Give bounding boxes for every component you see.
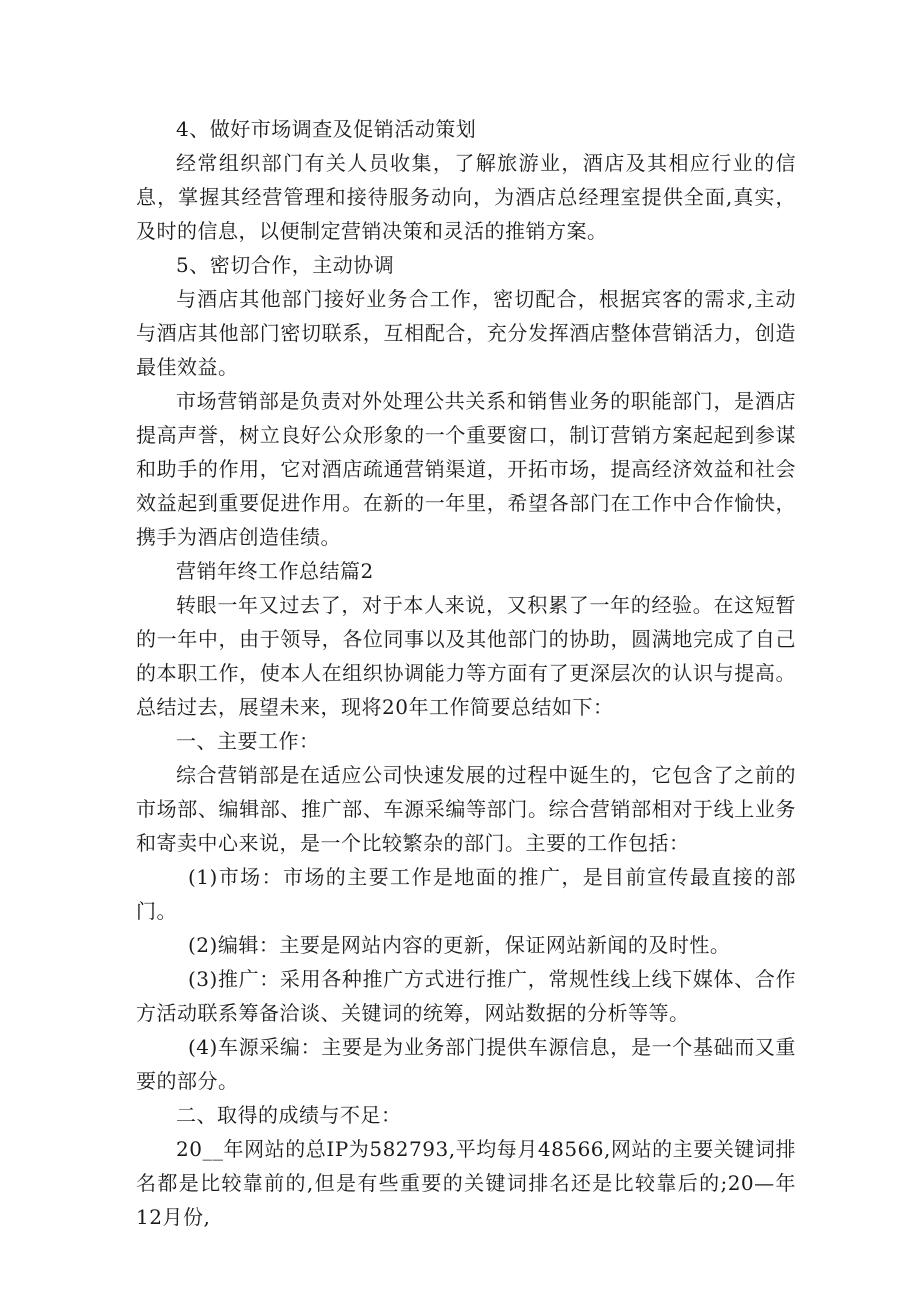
paragraph-cooperation: 与酒店其他部门接好业务合工作，密切配合，根据宾客的需求,主动与酒店其他部门密切联系，互相配合，充分发挥酒店整体营销活力，创造最佳效益。 <box>136 287 796 379</box>
section-heading-5: 5、密切合作，主动协调 <box>176 253 395 277</box>
paragraph-main-work: 综合营销部是在适应公司快速发展的过程中诞生的，它包含了之前的市场部、编辑部、推广部、车源采编等部门。综合营销部相对于线上业务和寄卖中心来说，是一个比较繁杂的部门。主要的工作包括： <box>136 763 796 855</box>
list-item-market: (1)市场：市场的主要工作是地面的推广，是目前宣传最直接的部门。 <box>136 865 796 923</box>
document-title-2: 营销年终工作总结篇2 <box>176 559 374 583</box>
section-heading-4: 4、做好市场调查及促销活动策划 <box>176 117 477 141</box>
list-item-editing: (2)编辑：主要是网站内容的更新，保证网站新闻的及时性。 <box>188 933 731 957</box>
paragraph-market-research: 经常组织部门有关人员收集，了解旅游业，酒店及其相应行业的信息，掌握其经营管理和接待服务动向，为酒店总经理室提供全面,真实，及时的信息，以便制定营销决策和灵活的推销方案。 <box>136 151 796 243</box>
list-item-promotion: (3)推广：采用各种推广方式进行推广，常规性线上线下媒体、合作方活动联系筹备洽谈、关键词的统筹，网站数据的分析等等。 <box>136 967 796 1025</box>
section-heading-achievements: 二、取得的成绩与不足： <box>176 1103 402 1127</box>
paragraph-intro: 转眼一年又过去了，对于本人来说，又积累了一年的经验。在这短暂的一年中，由于领导，各位同事以及其他部门的协助，圆满地完成了自己的本职工作，使本人在组织协调能力等方面有了更深层次的认识与提高。总结过去，展望未来，现将20年工作简要总结如下： <box>136 593 796 719</box>
paragraph-achievements: 20__年网站的总IP为582793,平均每月48566,网站的主要关键词排名都是比较靠前的,但是有些重要的关键词排名还是比较靠后的;20—年12月份, <box>136 1137 796 1229</box>
document-body <box>136 112 796 1234</box>
section-heading-main-work: 一、主要工作： <box>176 729 320 753</box>
list-item-vehicle-sourcing: (4)车源采编：主要是为业务部门提供车源信息，是一个基础而又重要的部分。 <box>136 1035 796 1093</box>
paragraph-summary: 市场营销部是负责对外处理公共关系和销售业务的职能部门，是酒店提高声誉，树立良好公众形象的一个重要窗口，制订营销方案起起到参谋和助手的作用，它对酒店疏通营销渠道，开拓市场，提高经济效益和社会效益起到重要促进作用。在新的一年里，希望各部门在工作中合作愉快，携手为酒店创造佳绩。 <box>136 389 796 549</box>
